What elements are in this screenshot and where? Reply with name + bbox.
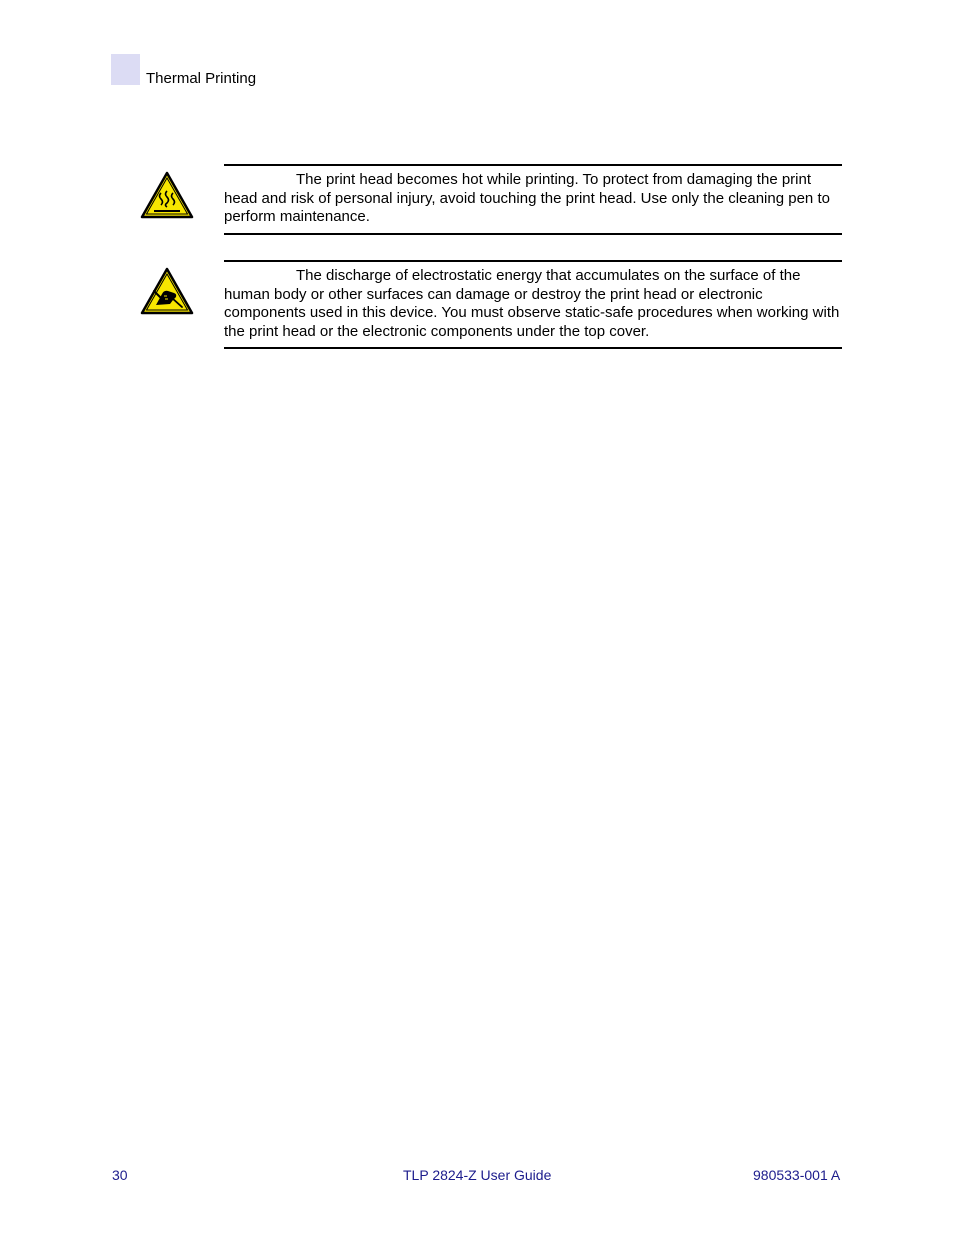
caution-text: The discharge of electrostatic energy that accumulates on the surface of the human body or other surfaces can damage or destroy the print head or electronic components used in this device. You must observe static-safe procedures when working with the print head or the electronic components under the top cover.: [224, 267, 840, 340]
caution-note-esd: [224, 260, 842, 349]
document-number: 980533-001 A: [753, 1167, 841, 1183]
header-accent-box: [111, 54, 140, 85]
esd-warning-icon: [140, 267, 194, 315]
caution-note-hot: [224, 164, 842, 235]
caution-text: The print head becomes hot while printing. To protect from damaging the print head and risk of personal injury, avoid touching the print head. Use only the cleaning pen to perform maintenance.: [224, 171, 830, 226]
page-number: 30: [112, 1167, 128, 1183]
hot-surface-icon: [140, 171, 194, 219]
section-title: Thermal Printing: [146, 70, 257, 87]
guide-title: TLP 2824-Z User Guide: [403, 1167, 552, 1183]
